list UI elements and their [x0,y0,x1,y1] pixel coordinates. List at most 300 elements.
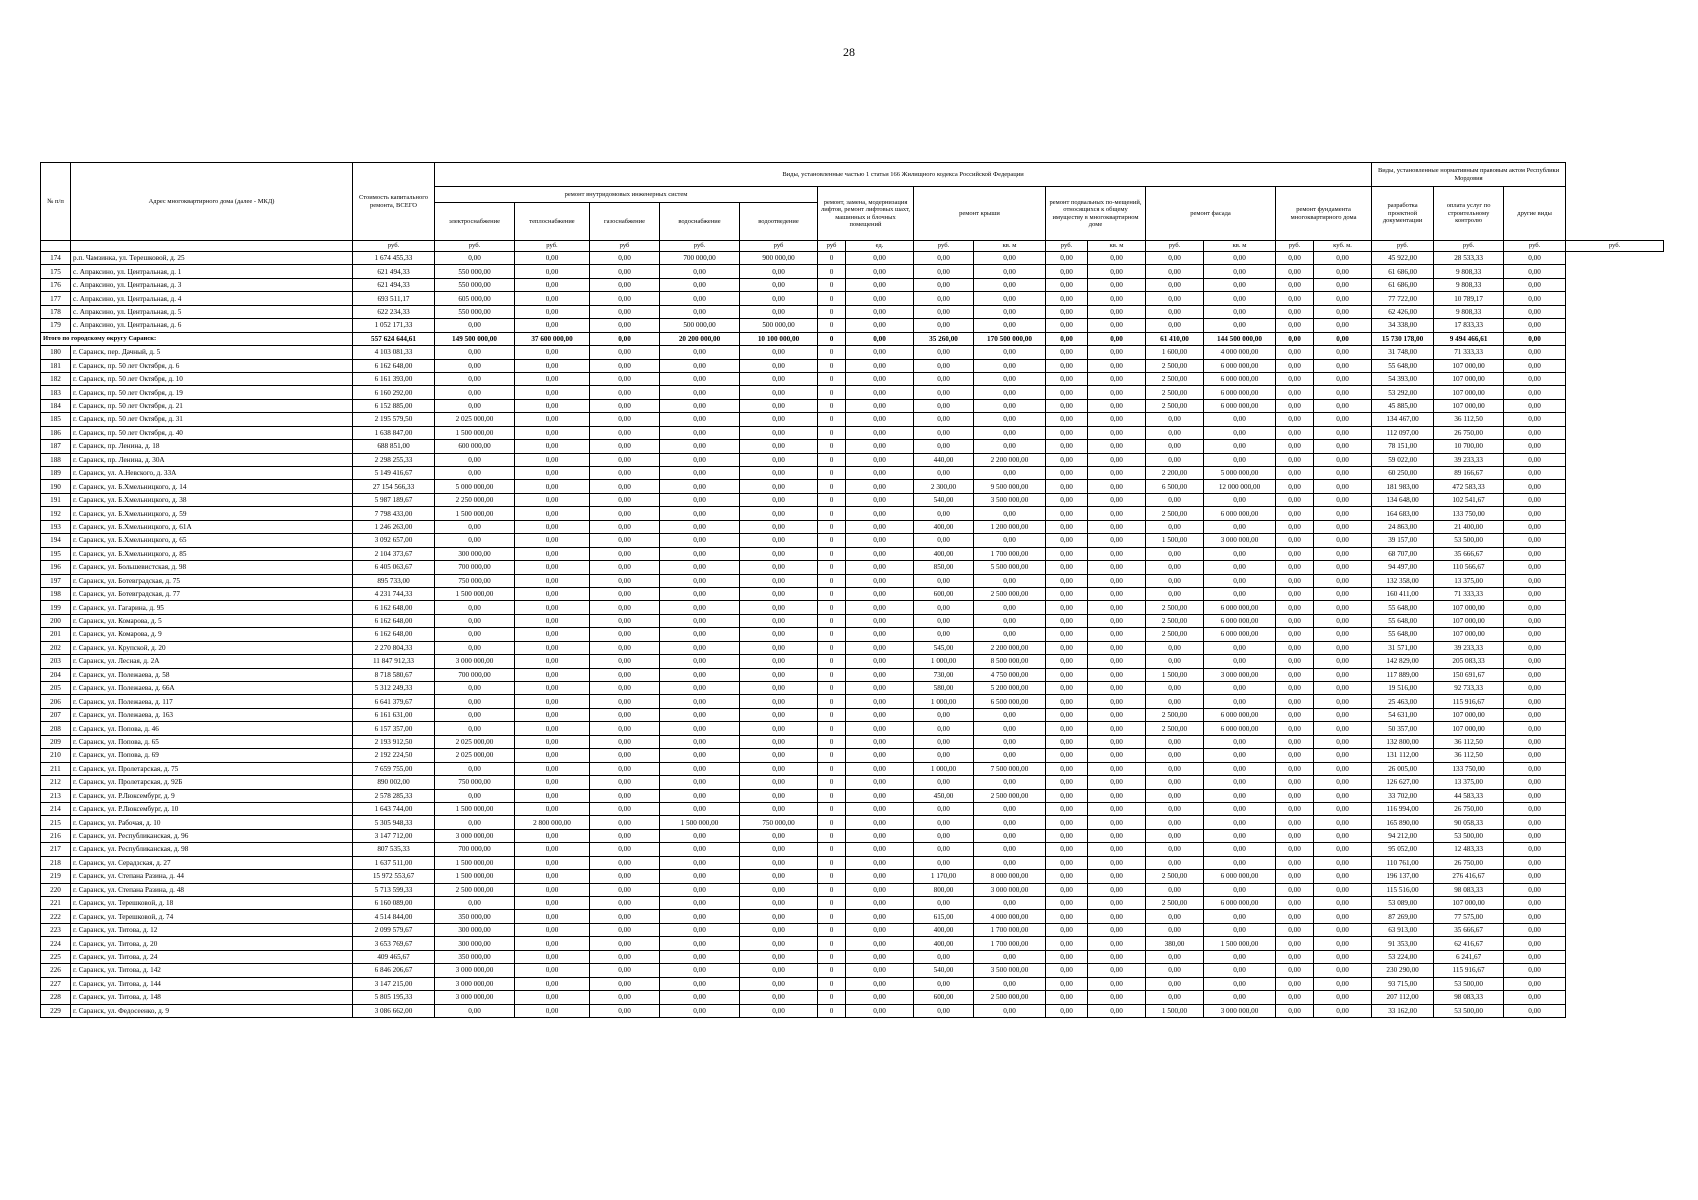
value-cell: 107 000,00 [1434,399,1504,412]
value-cell: 0,00 [660,601,740,614]
value-cell: 1 500 000,00 [435,507,515,520]
value-cell: 0,00 [1276,278,1314,291]
value-cell: 0,00 [590,601,660,614]
value-cell: 0,00 [435,708,515,721]
value-cell: 110 761,00 [1372,856,1434,869]
value-cell: 0,00 [1504,561,1566,574]
address-cell: г. Саранск, ул. Полежаева, д. 117 [71,695,353,708]
value-cell: 0,00 [1276,359,1314,372]
value-cell: 3 000 000,00 [435,655,515,668]
value-cell: 0,00 [590,265,660,278]
value-cell: 0,00 [1046,749,1088,762]
value-cell: 0,00 [974,305,1046,318]
value-cell: 0,00 [590,346,660,359]
value-cell: 0,00 [914,843,974,856]
value-cell: 0,00 [1088,278,1146,291]
value-cell: 0 [818,802,846,815]
row-number: 180 [41,346,71,359]
value-cell: 0,00 [1146,413,1204,426]
table-row [41,278,1664,291]
value-cell: 0,00 [435,695,515,708]
table-row [41,252,1664,265]
value-cell: 0,00 [914,735,974,748]
header-facade: ремонт фасада [1146,187,1276,241]
value-cell: 0 [818,722,846,735]
value-cell: 0,00 [1046,816,1088,829]
units-row [41,241,1664,252]
value-cell: 0,00 [974,977,1046,990]
value-cell: 0,00 [1146,641,1204,654]
value-cell: 0,00 [1204,695,1276,708]
value-cell: 0 [818,453,846,466]
value-cell: 0,00 [740,305,818,318]
row-number: 229 [41,1004,71,1017]
value-cell: 300 000,00 [435,923,515,936]
value-cell: 0,00 [974,372,1046,385]
unit-cell: руб. [914,241,974,252]
value-cell: 31 571,00 [1372,641,1434,654]
value-cell: 0,00 [1504,668,1566,681]
value-cell: 693 511,17 [353,292,435,305]
value-cell: 1 052 171,33 [353,319,435,332]
value-cell: 0,00 [1276,453,1314,466]
value-cell: 0,00 [1504,587,1566,600]
value-cell: 0,00 [1146,695,1204,708]
value-cell: 0,00 [1504,655,1566,668]
value-cell: 0,00 [1088,574,1146,587]
value-cell: 0,00 [1504,359,1566,372]
header-water: водоснабжение [660,203,740,241]
value-cell: 0,00 [590,937,660,950]
value-cell: 0,00 [435,816,515,829]
value-cell: 0,00 [1046,802,1088,815]
value-cell: 0,00 [515,292,590,305]
value-cell: 1 000,00 [914,762,974,775]
value-cell: 0,00 [1046,426,1088,439]
value-cell: 0,00 [515,372,590,385]
value-cell: 0,00 [1088,910,1146,923]
value-cell: 2 500 000,00 [974,587,1046,600]
value-cell: 0,00 [1088,735,1146,748]
value-cell: 0,00 [1088,614,1146,627]
value-cell: 0,00 [846,601,914,614]
value-cell: 89 166,67 [1434,467,1504,480]
value-cell: 0 [818,493,846,506]
value-cell: 0,00 [974,749,1046,762]
address-cell: г. Саранск, ул. Комарова, д. 5 [71,614,353,627]
value-cell: 0,00 [590,534,660,547]
value-cell: 0,00 [740,802,818,815]
table-row [41,695,1664,708]
value-cell: 0,00 [660,265,740,278]
value-cell: 0,00 [1314,843,1372,856]
value-cell: 0,00 [914,802,974,815]
value-cell: 0,00 [515,735,590,748]
row-number: 214 [41,802,71,815]
value-cell: 7 659 755,00 [353,762,435,775]
address-cell: р.п. Чамзинка, ул. Терешковой, д. 25 [71,252,353,265]
value-cell: 600 000,00 [435,440,515,453]
unit-cell: кв. м [1088,241,1146,252]
total-cell: 0 [818,332,846,345]
value-cell: 6 500 000,00 [974,695,1046,708]
value-cell: 0,00 [435,614,515,627]
value-cell: 0,00 [1314,708,1372,721]
header-roof: ремонт крыши [914,187,1046,241]
value-cell: 3 500 000,00 [974,964,1046,977]
value-cell: 0,00 [846,950,914,963]
value-cell: 0,00 [1314,574,1372,587]
value-cell: 0,00 [1146,977,1204,990]
value-cell: 750 000,00 [435,776,515,789]
value-cell: 98 083,33 [1434,991,1504,1004]
address-cell: г. Саранск, ул. Терешковой, д. 74 [71,910,353,923]
value-cell: 0,00 [740,440,818,453]
value-cell: 0,00 [660,587,740,600]
value-cell: 0,00 [515,346,590,359]
value-cell: 107 000,00 [1434,386,1504,399]
value-cell: 0,00 [1088,265,1146,278]
value-cell: 1 637 511,00 [353,856,435,869]
value-cell: 0,00 [1046,829,1088,842]
value-cell: 380,00 [1146,937,1204,950]
value-cell: 0,00 [1146,547,1204,560]
value-cell: 0,00 [740,668,818,681]
value-cell: 0,00 [1088,561,1146,574]
value-cell: 1 500,00 [1146,668,1204,681]
value-cell: 0,00 [1088,950,1146,963]
value-cell: 26 750,00 [1434,426,1504,439]
value-cell: 0,00 [740,655,818,668]
value-cell: 5 305 948,33 [353,816,435,829]
table-row [41,641,1664,654]
table-row [41,628,1664,641]
value-cell: 0,00 [590,856,660,869]
header-engineering: ремонт внутридомовых инженерных систем [435,187,818,203]
value-cell: 0,00 [1314,977,1372,990]
value-cell: 0,00 [660,372,740,385]
total-cell: 20 200 000,00 [660,332,740,345]
value-cell: 0,00 [1314,829,1372,842]
value-cell: 0,00 [1504,789,1566,802]
value-cell: 0,00 [660,708,740,721]
value-cell: 0,00 [740,883,818,896]
value-cell: 900 000,00 [740,252,818,265]
value-cell: 0,00 [660,453,740,466]
value-cell: 0,00 [1276,1004,1314,1017]
address-cell: г. Саранск, ул. А.Невского, д. 33А [71,467,353,480]
value-cell: 0,00 [846,480,914,493]
table-row [41,937,1664,950]
value-cell: 0,00 [515,413,590,426]
value-cell: 0,00 [1046,601,1088,614]
value-cell: 0,00 [590,520,660,533]
row-number: 199 [41,601,71,614]
value-cell: 0,00 [1276,292,1314,305]
value-cell: 0,00 [1146,789,1204,802]
value-cell: 0,00 [590,722,660,735]
total-cell: 0,00 [1276,332,1314,345]
value-cell: 8 718 580,67 [353,668,435,681]
value-cell: 0,00 [1504,467,1566,480]
value-cell: 0 [818,413,846,426]
value-cell: 0,00 [846,453,914,466]
value-cell: 0,00 [435,762,515,775]
value-cell: 0,00 [590,776,660,789]
value-cell: 0,00 [1276,695,1314,708]
unit-cell: кв. м [1204,241,1276,252]
table-row [41,870,1664,883]
value-cell: 3 092 657,00 [353,534,435,547]
value-cell: 0,00 [914,628,974,641]
value-cell: 0,00 [1088,453,1146,466]
value-cell: 6 160 292,00 [353,386,435,399]
address-cell: г. Саранск, пр. 50 лет Октября, д. 31 [71,413,353,426]
value-cell: 0,00 [435,789,515,802]
value-cell: 0,00 [1276,735,1314,748]
value-cell: 0 [818,305,846,318]
value-cell: 0,00 [1276,682,1314,695]
value-cell: 0,00 [974,708,1046,721]
value-cell: 0,00 [515,359,590,372]
value-cell: 0,00 [974,426,1046,439]
value-cell: 5 149 416,67 [353,467,435,480]
value-cell: 0,00 [846,789,914,802]
value-cell: 0,00 [914,278,974,291]
value-cell: 0,00 [515,668,590,681]
value-cell: 2 200 000,00 [974,453,1046,466]
value-cell: 0,00 [590,372,660,385]
value-cell: 0,00 [1204,991,1276,1004]
value-cell: 0,00 [1504,937,1566,950]
value-cell: 0,00 [846,883,914,896]
value-cell: 0,00 [590,480,660,493]
row-number: 176 [41,278,71,291]
address-cell: г. Саранск, ул. Б.Хмельницкого, д. 65 [71,534,353,547]
value-cell: 0,00 [1088,937,1146,950]
value-cell: 5 312 249,33 [353,682,435,695]
value-cell: 0,00 [1204,789,1276,802]
value-cell: 300 000,00 [435,937,515,950]
row-number: 184 [41,399,71,412]
value-cell: 0,00 [740,372,818,385]
value-cell: 0,00 [1088,816,1146,829]
value-cell: 0,00 [1504,708,1566,721]
unit-cell: руб. [1146,241,1204,252]
value-cell: 0,00 [660,735,740,748]
header-other: другие виды [1504,187,1566,241]
row-number: 223 [41,923,71,936]
value-cell: 0,00 [1088,359,1146,372]
value-cell: 0,00 [1088,346,1146,359]
value-cell: 13 375,00 [1434,574,1504,587]
value-cell: 0,00 [1088,897,1146,910]
value-cell: 0,00 [515,789,590,802]
value-cell: 35 666,67 [1434,923,1504,936]
value-cell: 95 052,00 [1372,843,1434,856]
value-cell: 45 885,00 [1372,399,1434,412]
table-row [41,682,1664,695]
value-cell: 1 000,00 [914,655,974,668]
value-cell: 39 233,33 [1434,641,1504,654]
row-number: 175 [41,265,71,278]
value-cell: 0,00 [590,399,660,412]
value-cell: 0,00 [590,628,660,641]
value-cell: 1 500 000,00 [435,870,515,883]
value-cell: 131 112,00 [1372,749,1434,762]
value-cell: 0,00 [660,574,740,587]
value-cell: 1 500 000,00 [435,426,515,439]
value-cell: 0,00 [740,561,818,574]
value-cell: 0 [818,252,846,265]
value-cell: 0 [818,346,846,359]
value-cell: 0,00 [1504,319,1566,332]
unit-cell: руб [590,241,660,252]
table-row [41,453,1664,466]
value-cell: 688 851,00 [353,440,435,453]
value-cell: 0,00 [914,574,974,587]
value-cell: 0,00 [1046,923,1088,936]
address-cell: г. Саранск, ул. Титова, д. 148 [71,991,353,1004]
value-cell: 7 798 433,00 [353,507,435,520]
value-cell: 545,00 [914,641,974,654]
value-cell: 0 [818,587,846,600]
header-supervision: оплата услуг по строительному контролю [1434,187,1504,241]
value-cell: 0,00 [660,440,740,453]
value-cell: 0 [818,682,846,695]
value-cell: 0,00 [1046,964,1088,977]
value-cell: 21 400,00 [1434,520,1504,533]
value-cell: 0,00 [1088,372,1146,385]
value-cell: 11 847 912,33 [353,655,435,668]
value-cell: 5 805 195,33 [353,991,435,1004]
value-cell: 540,00 [914,493,974,506]
table-row [41,507,1664,520]
value-cell: 0,00 [1504,991,1566,1004]
value-cell: 0,00 [846,991,914,1004]
value-cell: 0,00 [1088,467,1146,480]
value-cell: 0,00 [1088,319,1146,332]
value-cell: 0,00 [974,507,1046,520]
value-cell: 0,00 [1146,910,1204,923]
address-cell: г. Саранск, ул. Ботевградская, д. 77 [71,587,353,600]
table-row [41,897,1664,910]
table-row [41,1004,1664,1017]
value-cell: 0,00 [740,937,818,950]
value-cell: 0,00 [660,520,740,533]
value-cell: 0,00 [660,682,740,695]
value-cell: 0,00 [660,480,740,493]
value-cell: 3 000 000,00 [435,991,515,1004]
value-cell: 53 089,00 [1372,897,1434,910]
value-cell: 0,00 [515,749,590,762]
value-cell: 0,00 [1504,977,1566,990]
value-cell: 0,00 [1276,641,1314,654]
row-number: 178 [41,305,71,318]
value-cell: 0,00 [515,520,590,533]
value-cell: 0,00 [914,252,974,265]
value-cell: 0,00 [1046,507,1088,520]
value-cell: 0,00 [740,789,818,802]
row-number: 203 [41,655,71,668]
value-cell: 0,00 [515,587,590,600]
value-cell: 0,00 [1314,520,1372,533]
value-cell: 0,00 [1046,319,1088,332]
value-cell: 0,00 [974,265,1046,278]
value-cell: 0,00 [590,910,660,923]
value-cell: 0,00 [1504,292,1566,305]
value-cell: 0,00 [515,856,590,869]
value-cell: 0,00 [515,493,590,506]
header-basement: ремонт подвальных по-мещений, относящихся к общему имуществу в многоквартирном доме [1046,187,1146,241]
value-cell: 55 648,00 [1372,359,1434,372]
value-cell: 0,00 [1088,668,1146,681]
value-cell: 93 715,00 [1372,977,1434,990]
value-cell: 0,00 [660,829,740,842]
value-cell: 895 733,00 [353,574,435,587]
value-cell: 2 500,00 [1146,372,1204,385]
table-row [41,520,1664,533]
value-cell: 800,00 [914,883,974,896]
value-cell: 0,00 [1146,762,1204,775]
value-cell: 6 000 000,00 [1204,614,1276,627]
value-cell: 2 025 000,00 [435,735,515,748]
value-cell: 0,00 [1046,977,1088,990]
value-cell: 0,00 [1314,534,1372,547]
value-cell: 0,00 [740,359,818,372]
address-cell: г. Саранск, ул. Республиканская, д. 98 [71,843,353,856]
value-cell: 0,00 [974,735,1046,748]
value-cell: 2 500,00 [1146,708,1204,721]
value-cell: 6 160 089,00 [353,897,435,910]
value-cell: 0,00 [515,883,590,896]
value-cell: 0,00 [1088,883,1146,896]
value-cell: 2 500,00 [1146,614,1204,627]
value-cell: 0,00 [1276,265,1314,278]
value-cell: 0,00 [1276,668,1314,681]
table-row [41,480,1664,493]
unit-cell: руб. [435,241,515,252]
value-cell: 0,00 [914,413,974,426]
value-cell: 6 000 000,00 [1204,386,1276,399]
row-number: 210 [41,749,71,762]
value-cell: 0,00 [1046,870,1088,883]
value-cell: 0,00 [1276,843,1314,856]
value-cell: 0,00 [1146,883,1204,896]
value-cell: 0,00 [1046,883,1088,896]
value-cell: 0,00 [515,829,590,842]
value-cell: 0,00 [515,977,590,990]
address-cell: г. Саранск, ул. Большевистская, д. 98 [71,561,353,574]
value-cell: 0,00 [515,252,590,265]
address-cell: г. Саранск, ул. Титова, д. 142 [71,964,353,977]
value-cell: 0,00 [1314,937,1372,950]
value-cell: 2 025 000,00 [435,413,515,426]
value-cell: 0,00 [590,816,660,829]
value-cell: 0,00 [846,265,914,278]
table-row [41,346,1664,359]
value-cell: 0,00 [1314,655,1372,668]
value-cell: 0,00 [590,789,660,802]
value-cell: 0,00 [1046,561,1088,574]
address-cell: г. Саранск, ул. Терешковой, д. 18 [71,897,353,910]
value-cell: 0,00 [1314,305,1372,318]
value-cell: 107 000,00 [1434,628,1504,641]
header-cost: Стоимость капитального ремонта, ВСЕГО [353,163,435,241]
value-cell: 0,00 [1204,735,1276,748]
value-cell: 5 987 189,67 [353,493,435,506]
value-cell: 0,00 [846,493,914,506]
